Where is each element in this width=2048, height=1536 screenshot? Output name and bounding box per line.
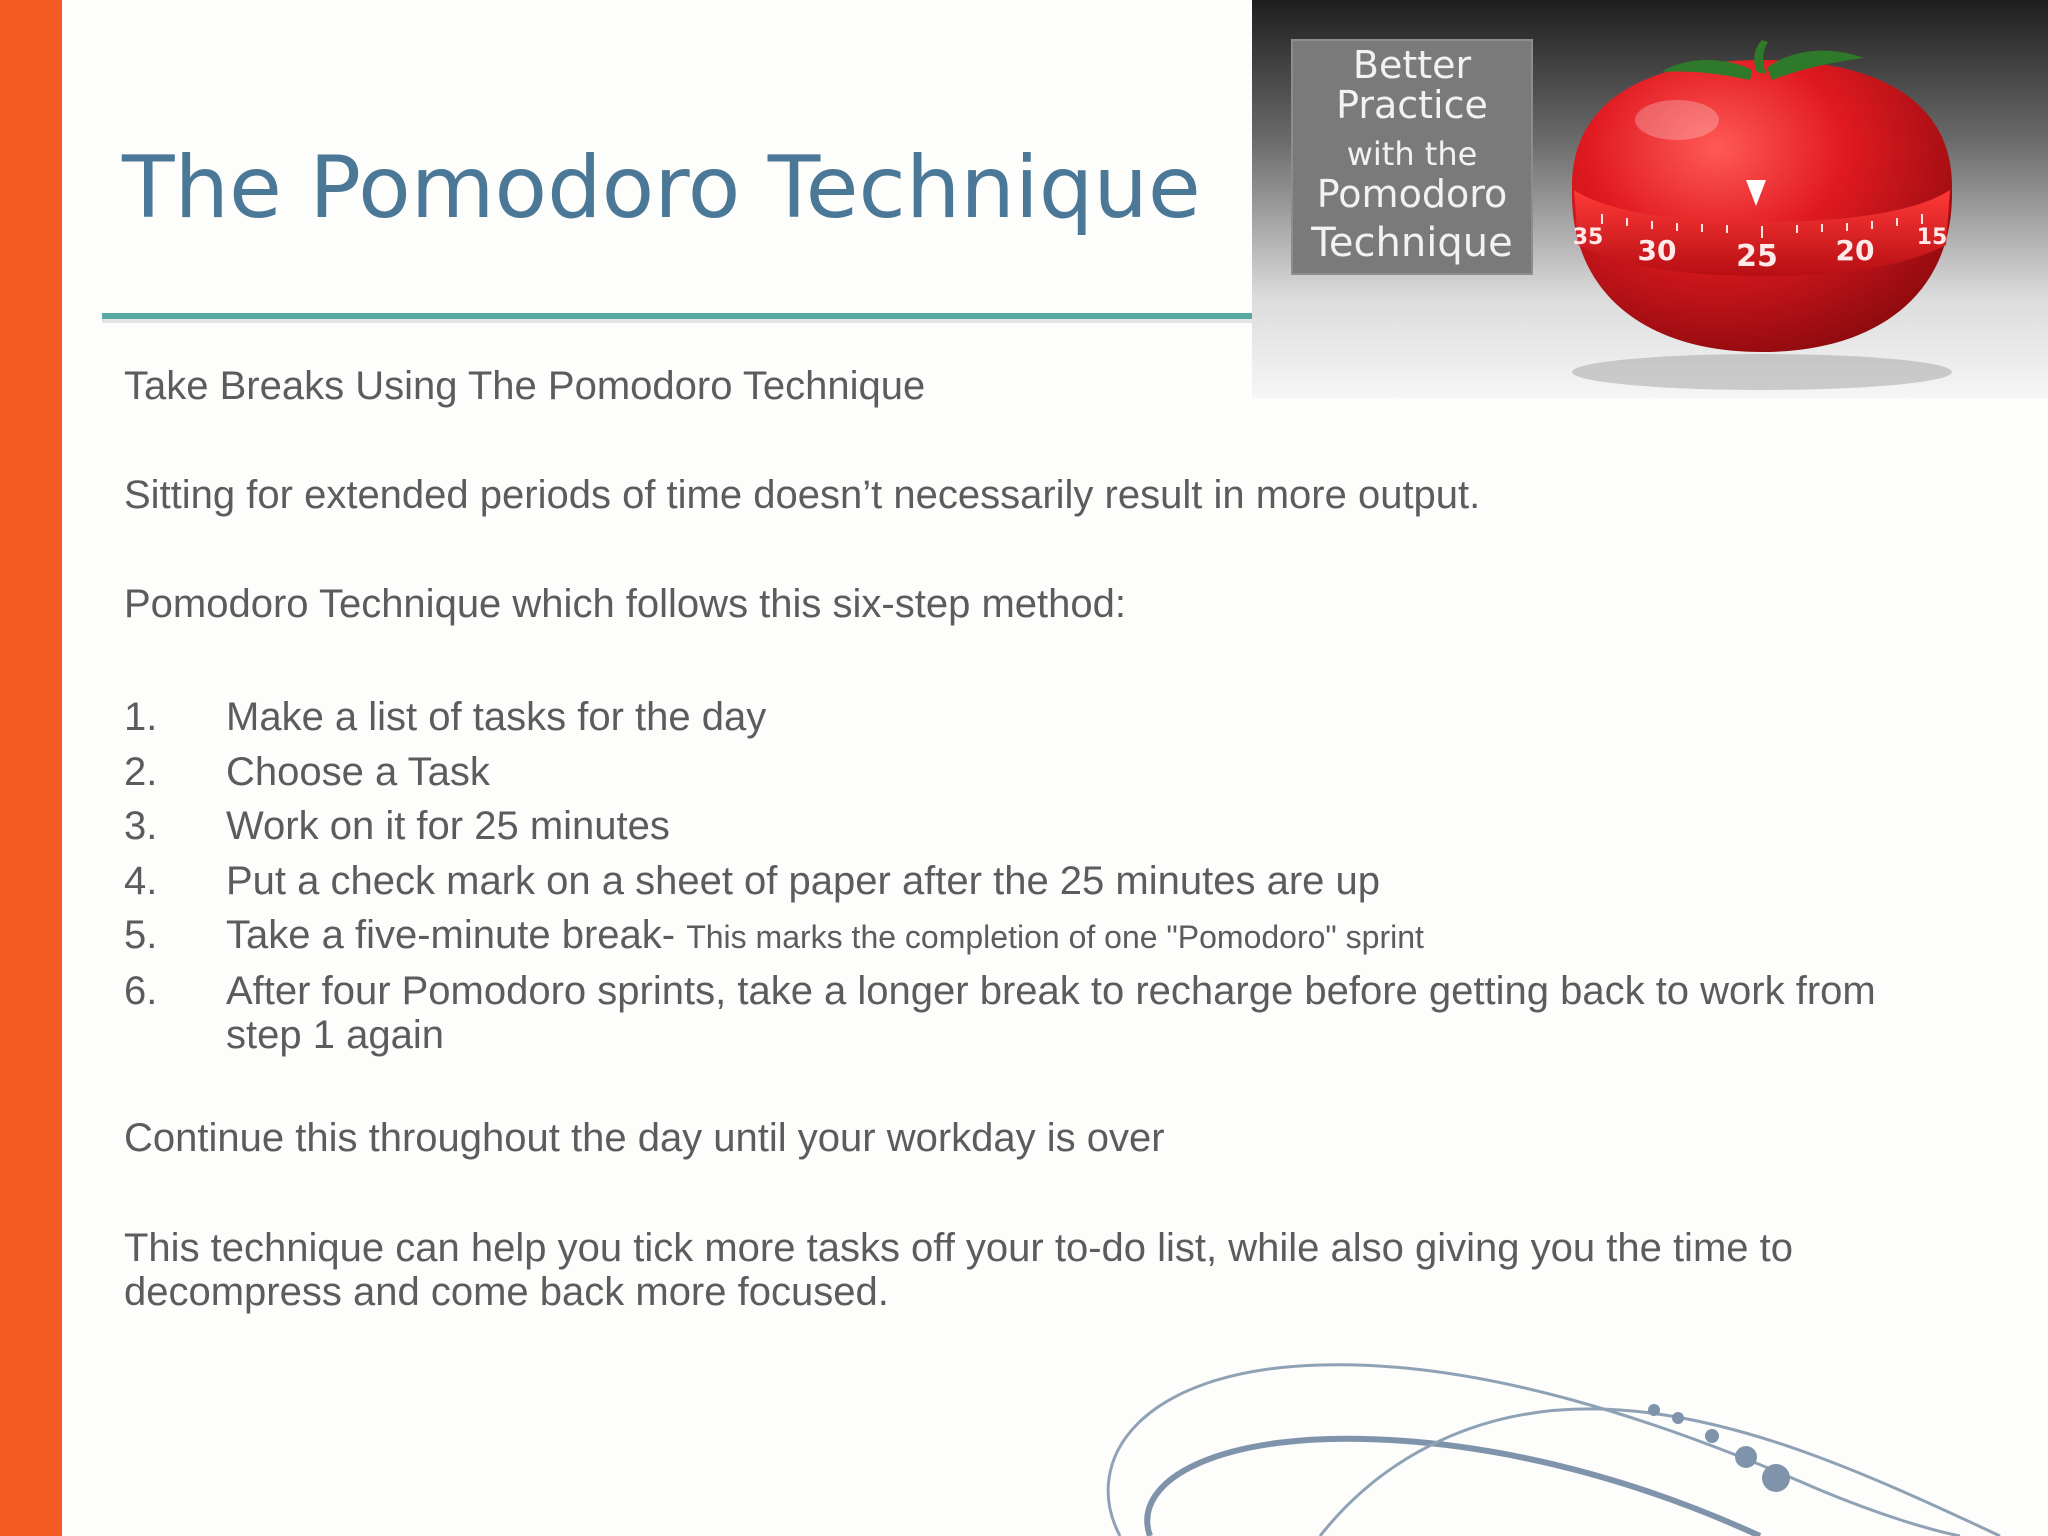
label-line-4: Pomodoro — [1316, 172, 1508, 216]
step-text: Take a five-minute break- — [226, 913, 687, 958]
list-item — [124, 745, 1904, 800]
paragraph-3: Continue this throughout the day until your workday is over — [124, 1116, 1165, 1160]
step-number: 5. — [124, 913, 158, 958]
dial-label-20: 20 — [1835, 234, 1875, 267]
intro-heading: Take Breaks Using The Pomodoro Technique — [124, 364, 926, 408]
label-line-5: Technique — [1311, 220, 1513, 266]
dial-label-35: 35 — [1572, 225, 1604, 250]
decorative-swoosh — [1060, 1340, 2048, 1536]
slide-title: The Pomodoro Technique — [122, 138, 1201, 238]
step-number: 6. — [124, 968, 158, 1013]
dial-label-15: 15 — [1916, 225, 1948, 250]
label-line-1: Better — [1352, 43, 1472, 87]
step-number: 1. — [124, 695, 158, 739]
step-number: 2. — [124, 749, 158, 794]
label-line-3: with the — [1346, 135, 1478, 173]
label-line-2: Practice — [1336, 83, 1488, 127]
list-item — [124, 690, 1904, 745]
step-text: Work on it for 25 minutes — [226, 804, 670, 849]
list-item — [124, 908, 1904, 963]
dial-label-25: 25 — [1736, 239, 1778, 274]
paragraph-2: Pomodoro Technique which follows this six-step method: — [124, 582, 1126, 626]
dial-label-30: 30 — [1637, 234, 1677, 267]
step-note: This marks the completion of one "Pomodoro" sprint — [686, 919, 1424, 956]
accent-bar — [0, 0, 62, 1536]
title-divider-shadow — [102, 319, 1252, 323]
list-item — [124, 854, 1904, 909]
paragraph-1: Sitting for extended periods of time doesn’t necessarily result in more output. — [124, 473, 1481, 517]
step-number: 4. — [124, 858, 158, 903]
steps-list — [124, 690, 1904, 1057]
list-item — [124, 799, 1904, 854]
step-text: After four Pomodoro sprints, take a longer break to recharge before getting back to work from step 1 again — [226, 968, 1876, 1057]
list-item — [124, 963, 1904, 1057]
step-text: Choose a Task — [226, 749, 490, 794]
step-number: 3. — [124, 804, 158, 849]
paragraph-4: This technique can help you tick more tasks off your to-do list, while also giving you the time to decompress and come back more focused. — [124, 1226, 1793, 1314]
step-text: Make a list of tasks for the day — [226, 695, 767, 739]
step-text: Put a check mark on a sheet of paper after the 25 minutes are up — [226, 858, 1381, 903]
pomodoro-timer-photo — [1252, 0, 2048, 398]
